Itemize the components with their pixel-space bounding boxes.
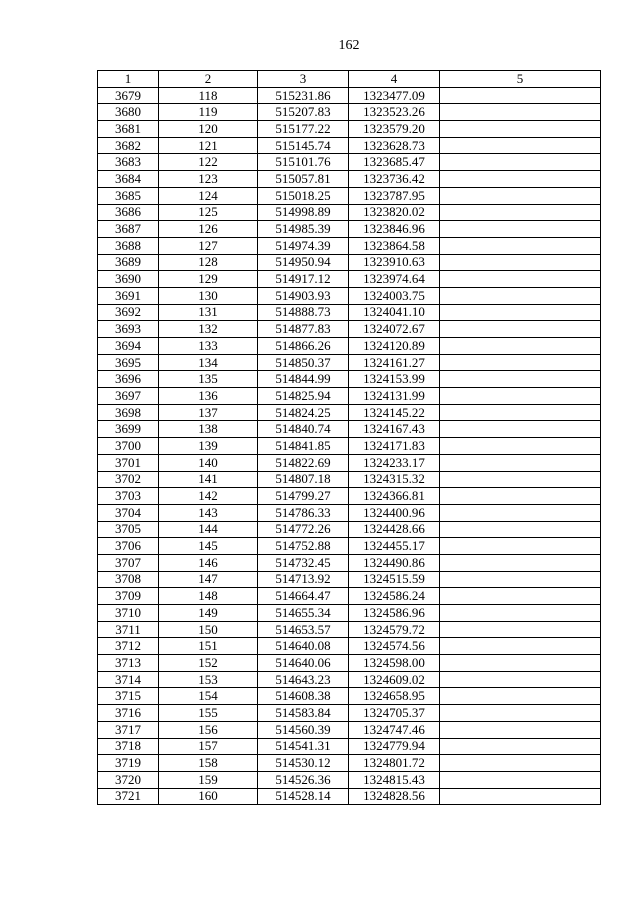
cell-coordinate-y: 1324131.99 xyxy=(349,388,440,405)
cell-sequence-number: 149 xyxy=(159,605,258,622)
cell-note xyxy=(440,187,601,204)
cell-coordinate-x: 515145.74 xyxy=(258,137,349,154)
table-row xyxy=(98,404,601,421)
table-row xyxy=(98,338,601,355)
table-row xyxy=(98,488,601,505)
cell-point-id: 3700 xyxy=(98,438,159,455)
cell-sequence-number: 152 xyxy=(159,655,258,672)
cell-coordinate-y: 1324400.96 xyxy=(349,504,440,521)
cell-note xyxy=(440,721,601,738)
table-row xyxy=(98,688,601,705)
cell-note xyxy=(440,171,601,188)
cell-point-id: 3720 xyxy=(98,771,159,788)
cell-note xyxy=(440,87,601,104)
cell-note xyxy=(440,104,601,121)
cell-coordinate-y: 1324003.75 xyxy=(349,287,440,304)
cell-note xyxy=(440,438,601,455)
cell-coordinate-x: 514664.47 xyxy=(258,588,349,605)
cell-note xyxy=(440,254,601,271)
cell-coordinate-x: 514799.27 xyxy=(258,488,349,505)
cell-coordinate-y: 1324515.59 xyxy=(349,571,440,588)
cell-note xyxy=(440,271,601,288)
column-header-2: 2 xyxy=(159,71,258,88)
table-row xyxy=(98,321,601,338)
cell-point-id: 3712 xyxy=(98,638,159,655)
cell-note xyxy=(440,221,601,238)
cell-point-id: 3719 xyxy=(98,755,159,772)
cell-coordinate-x: 514528.14 xyxy=(258,788,349,805)
cell-point-id: 3715 xyxy=(98,688,159,705)
cell-sequence-number: 146 xyxy=(159,554,258,571)
cell-sequence-number: 129 xyxy=(159,271,258,288)
cell-sequence-number: 118 xyxy=(159,87,258,104)
page-number: 162 xyxy=(338,38,360,53)
cell-coordinate-y: 1324747.46 xyxy=(349,721,440,738)
cell-coordinate-x: 514526.36 xyxy=(258,771,349,788)
cell-coordinate-y: 1324315.32 xyxy=(349,471,440,488)
cell-sequence-number: 133 xyxy=(159,338,258,355)
cell-point-id: 3707 xyxy=(98,554,159,571)
cell-note xyxy=(440,621,601,638)
cell-point-id: 3685 xyxy=(98,187,159,204)
cell-coordinate-x: 514653.57 xyxy=(258,621,349,638)
table-row xyxy=(98,438,601,455)
cell-coordinate-y: 1324579.72 xyxy=(349,621,440,638)
cell-coordinate-x: 514541.31 xyxy=(258,738,349,755)
table-row xyxy=(98,421,601,438)
cell-coordinate-x: 514530.12 xyxy=(258,755,349,772)
cell-note xyxy=(440,521,601,538)
cell-coordinate-y: 1323685.47 xyxy=(349,154,440,171)
cell-note xyxy=(440,771,601,788)
cell-point-id: 3694 xyxy=(98,338,159,355)
cell-coordinate-x: 514998.89 xyxy=(258,204,349,221)
cell-sequence-number: 135 xyxy=(159,371,258,388)
cell-coordinate-y: 1324153.99 xyxy=(349,371,440,388)
cell-note xyxy=(440,338,601,355)
cell-note xyxy=(440,471,601,488)
cell-sequence-number: 132 xyxy=(159,321,258,338)
cell-sequence-number: 124 xyxy=(159,187,258,204)
cell-note xyxy=(440,204,601,221)
table-row xyxy=(98,571,601,588)
cell-note xyxy=(440,588,601,605)
cell-point-id: 3711 xyxy=(98,621,159,638)
cell-coordinate-x: 514950.94 xyxy=(258,254,349,271)
cell-coordinate-x: 514917.12 xyxy=(258,271,349,288)
cell-sequence-number: 130 xyxy=(159,287,258,304)
cell-coordinate-x: 514560.39 xyxy=(258,721,349,738)
cell-sequence-number: 151 xyxy=(159,638,258,655)
cell-point-id: 3693 xyxy=(98,321,159,338)
table-row xyxy=(98,237,601,254)
cell-sequence-number: 128 xyxy=(159,254,258,271)
cell-sequence-number: 150 xyxy=(159,621,258,638)
cell-coordinate-x: 514640.06 xyxy=(258,655,349,672)
cell-sequence-number: 141 xyxy=(159,471,258,488)
cell-coordinate-x: 514583.84 xyxy=(258,705,349,722)
cell-note xyxy=(440,354,601,371)
cell-point-id: 3690 xyxy=(98,271,159,288)
cell-coordinate-x: 515057.81 xyxy=(258,171,349,188)
cell-point-id: 3706 xyxy=(98,538,159,555)
cell-coordinate-y: 1324586.24 xyxy=(349,588,440,605)
cell-coordinate-x: 514608.38 xyxy=(258,688,349,705)
table-row xyxy=(98,221,601,238)
cell-point-id: 3713 xyxy=(98,655,159,672)
cell-coordinate-y: 1323974.64 xyxy=(349,271,440,288)
cell-coordinate-y: 1324828.56 xyxy=(349,788,440,805)
cell-coordinate-x: 514866.26 xyxy=(258,338,349,355)
cell-sequence-number: 122 xyxy=(159,154,258,171)
cell-point-id: 3699 xyxy=(98,421,159,438)
cell-point-id: 3683 xyxy=(98,154,159,171)
cell-point-id: 3704 xyxy=(98,504,159,521)
cell-sequence-number: 121 xyxy=(159,137,258,154)
cell-coordinate-y: 1324161.27 xyxy=(349,354,440,371)
cell-note xyxy=(440,304,601,321)
table-row xyxy=(98,738,601,755)
cell-coordinate-x: 515231.86 xyxy=(258,87,349,104)
cell-note xyxy=(440,137,601,154)
cell-coordinate-y: 1324167.43 xyxy=(349,421,440,438)
cell-sequence-number: 125 xyxy=(159,204,258,221)
cell-sequence-number: 148 xyxy=(159,588,258,605)
cell-point-id: 3687 xyxy=(98,221,159,238)
cell-point-id: 3682 xyxy=(98,137,159,154)
cell-sequence-number: 127 xyxy=(159,237,258,254)
cell-coordinate-y: 1324145.22 xyxy=(349,404,440,421)
cell-note xyxy=(440,638,601,655)
cell-coordinate-y: 1324233.17 xyxy=(349,454,440,471)
table-row xyxy=(98,121,601,138)
table-row xyxy=(98,354,601,371)
table-row xyxy=(98,771,601,788)
cell-coordinate-x: 514640.08 xyxy=(258,638,349,655)
cell-coordinate-y: 1323579.20 xyxy=(349,121,440,138)
column-header-5: 5 xyxy=(440,71,601,88)
cell-note xyxy=(440,554,601,571)
cell-sequence-number: 142 xyxy=(159,488,258,505)
table-row xyxy=(98,655,601,672)
cell-coordinate-x: 514850.37 xyxy=(258,354,349,371)
table-row xyxy=(98,388,601,405)
cell-sequence-number: 119 xyxy=(159,104,258,121)
cell-coordinate-x: 514888.73 xyxy=(258,304,349,321)
cell-point-id: 3684 xyxy=(98,171,159,188)
cell-point-id: 3708 xyxy=(98,571,159,588)
cell-coordinate-y: 1324586.96 xyxy=(349,605,440,622)
cell-note xyxy=(440,738,601,755)
cell-point-id: 3717 xyxy=(98,721,159,738)
cell-coordinate-y: 1324366.81 xyxy=(349,488,440,505)
cell-sequence-number: 144 xyxy=(159,521,258,538)
cell-point-id: 3721 xyxy=(98,788,159,805)
table-body xyxy=(98,87,601,805)
cell-sequence-number: 153 xyxy=(159,671,258,688)
cell-note xyxy=(440,571,601,588)
table-header-row xyxy=(98,71,601,88)
cell-note xyxy=(440,321,601,338)
cell-note xyxy=(440,705,601,722)
cell-sequence-number: 138 xyxy=(159,421,258,438)
cell-point-id: 3695 xyxy=(98,354,159,371)
table-row xyxy=(98,521,601,538)
cell-sequence-number: 139 xyxy=(159,438,258,455)
cell-point-id: 3714 xyxy=(98,671,159,688)
cell-sequence-number: 120 xyxy=(159,121,258,138)
cell-point-id: 3697 xyxy=(98,388,159,405)
table-row xyxy=(98,788,601,805)
cell-point-id: 3716 xyxy=(98,705,159,722)
cell-point-id: 3680 xyxy=(98,104,159,121)
cell-coordinate-y: 1324041.10 xyxy=(349,304,440,321)
cell-sequence-number: 136 xyxy=(159,388,258,405)
table-row xyxy=(98,154,601,171)
table-row xyxy=(98,755,601,772)
cell-coordinate-y: 1324574.56 xyxy=(349,638,440,655)
cell-coordinate-x: 514772.26 xyxy=(258,521,349,538)
cell-coordinate-x: 514732.45 xyxy=(258,554,349,571)
cell-sequence-number: 134 xyxy=(159,354,258,371)
cell-coordinate-x: 514903.93 xyxy=(258,287,349,304)
cell-sequence-number: 126 xyxy=(159,221,258,238)
cell-coordinate-x: 515018.25 xyxy=(258,187,349,204)
cell-sequence-number: 140 xyxy=(159,454,258,471)
cell-note xyxy=(440,154,601,171)
cell-coordinate-x: 514844.99 xyxy=(258,371,349,388)
cell-coordinate-x: 515101.76 xyxy=(258,154,349,171)
cell-sequence-number: 154 xyxy=(159,688,258,705)
cell-coordinate-x: 515177.22 xyxy=(258,121,349,138)
cell-point-id: 3710 xyxy=(98,605,159,622)
cell-note xyxy=(440,237,601,254)
cell-point-id: 3702 xyxy=(98,471,159,488)
cell-note xyxy=(440,421,601,438)
cell-note xyxy=(440,671,601,688)
cell-coordinate-y: 1323523.26 xyxy=(349,104,440,121)
cell-coordinate-x: 515207.83 xyxy=(258,104,349,121)
cell-coordinate-x: 514655.34 xyxy=(258,605,349,622)
table-row xyxy=(98,254,601,271)
table-row xyxy=(98,271,601,288)
table-row xyxy=(98,454,601,471)
cell-sequence-number: 158 xyxy=(159,755,258,772)
cell-sequence-number: 159 xyxy=(159,771,258,788)
cell-sequence-number: 147 xyxy=(159,571,258,588)
cell-sequence-number: 143 xyxy=(159,504,258,521)
cell-coordinate-x: 514807.18 xyxy=(258,471,349,488)
cell-coordinate-y: 1324120.89 xyxy=(349,338,440,355)
table-row xyxy=(98,588,601,605)
cell-note xyxy=(440,655,601,672)
cell-note xyxy=(440,688,601,705)
cell-point-id: 3701 xyxy=(98,454,159,471)
cell-coordinate-y: 1324428.66 xyxy=(349,521,440,538)
cell-note xyxy=(440,788,601,805)
table-row xyxy=(98,171,601,188)
cell-coordinate-y: 1324609.02 xyxy=(349,671,440,688)
cell-note xyxy=(440,755,601,772)
cell-coordinate-y: 1323736.42 xyxy=(349,171,440,188)
cell-note xyxy=(440,121,601,138)
cell-coordinate-y: 1324801.72 xyxy=(349,755,440,772)
cell-coordinate-x: 514985.39 xyxy=(258,221,349,238)
cell-coordinate-y: 1323628.73 xyxy=(349,137,440,154)
cell-point-id: 3696 xyxy=(98,371,159,388)
cell-sequence-number: 160 xyxy=(159,788,258,805)
table-row xyxy=(98,287,601,304)
cell-coordinate-y: 1324490.86 xyxy=(349,554,440,571)
table-row xyxy=(98,554,601,571)
cell-coordinate-y: 1324815.43 xyxy=(349,771,440,788)
table-row xyxy=(98,104,601,121)
table-row xyxy=(98,638,601,655)
cell-coordinate-x: 514822.69 xyxy=(258,454,349,471)
cell-point-id: 3705 xyxy=(98,521,159,538)
cell-point-id: 3689 xyxy=(98,254,159,271)
cell-coordinate-y: 1323864.58 xyxy=(349,237,440,254)
table-header xyxy=(98,71,601,88)
cell-sequence-number: 131 xyxy=(159,304,258,321)
cell-note xyxy=(440,504,601,521)
cell-point-id: 3703 xyxy=(98,488,159,505)
cell-coordinate-y: 1324171.83 xyxy=(349,438,440,455)
cell-note xyxy=(440,287,601,304)
coordinates-table xyxy=(97,70,601,805)
cell-coordinate-y: 1323787.95 xyxy=(349,187,440,204)
cell-coordinate-x: 514643.23 xyxy=(258,671,349,688)
cell-coordinate-x: 514974.39 xyxy=(258,237,349,254)
cell-note xyxy=(440,454,601,471)
cell-note xyxy=(440,404,601,421)
cell-point-id: 3686 xyxy=(98,204,159,221)
cell-coordinate-y: 1324455.17 xyxy=(349,538,440,555)
cell-coordinate-y: 1323846.96 xyxy=(349,221,440,238)
cell-coordinate-x: 514840.74 xyxy=(258,421,349,438)
cell-sequence-number: 156 xyxy=(159,721,258,738)
cell-sequence-number: 145 xyxy=(159,538,258,555)
column-header-3: 3 xyxy=(258,71,349,88)
table-row xyxy=(98,504,601,521)
table-row xyxy=(98,721,601,738)
cell-coordinate-y: 1324598.00 xyxy=(349,655,440,672)
cell-point-id: 3688 xyxy=(98,237,159,254)
table-row xyxy=(98,471,601,488)
cell-sequence-number: 137 xyxy=(159,404,258,421)
cell-coordinate-y: 1323820.02 xyxy=(349,204,440,221)
table-row xyxy=(98,204,601,221)
column-header-1: 1 xyxy=(98,71,159,88)
cell-point-id: 3692 xyxy=(98,304,159,321)
cell-point-id: 3691 xyxy=(98,287,159,304)
cell-point-id: 3709 xyxy=(98,588,159,605)
table-row xyxy=(98,705,601,722)
table-row xyxy=(98,87,601,104)
table-row xyxy=(98,605,601,622)
cell-coordinate-y: 1323477.09 xyxy=(349,87,440,104)
cell-sequence-number: 123 xyxy=(159,171,258,188)
cell-point-id: 3718 xyxy=(98,738,159,755)
cell-note xyxy=(440,371,601,388)
table-row xyxy=(98,538,601,555)
cell-sequence-number: 157 xyxy=(159,738,258,755)
cell-coordinate-y: 1324072.67 xyxy=(349,321,440,338)
cell-coordinate-y: 1323910.63 xyxy=(349,254,440,271)
cell-point-id: 3698 xyxy=(98,404,159,421)
cell-coordinate-x: 514824.25 xyxy=(258,404,349,421)
cell-note xyxy=(440,388,601,405)
cell-coordinate-y: 1324779.94 xyxy=(349,738,440,755)
cell-coordinate-x: 514752.88 xyxy=(258,538,349,555)
cell-coordinate-y: 1324658.95 xyxy=(349,688,440,705)
table-row xyxy=(98,137,601,154)
table-row xyxy=(98,621,601,638)
cell-note xyxy=(440,605,601,622)
table-row xyxy=(98,371,601,388)
cell-coordinate-x: 514713.92 xyxy=(258,571,349,588)
cell-coordinate-x: 514841.85 xyxy=(258,438,349,455)
table-row xyxy=(98,187,601,204)
cell-coordinate-x: 514825.94 xyxy=(258,388,349,405)
cell-note xyxy=(440,538,601,555)
cell-coordinate-x: 514786.33 xyxy=(258,504,349,521)
column-header-4: 4 xyxy=(349,71,440,88)
table-row xyxy=(98,671,601,688)
cell-sequence-number: 155 xyxy=(159,705,258,722)
cell-coordinate-y: 1324705.37 xyxy=(349,705,440,722)
cell-point-id: 3679 xyxy=(98,87,159,104)
cell-point-id: 3681 xyxy=(98,121,159,138)
cell-note xyxy=(440,488,601,505)
table-row xyxy=(98,304,601,321)
cell-coordinate-x: 514877.83 xyxy=(258,321,349,338)
